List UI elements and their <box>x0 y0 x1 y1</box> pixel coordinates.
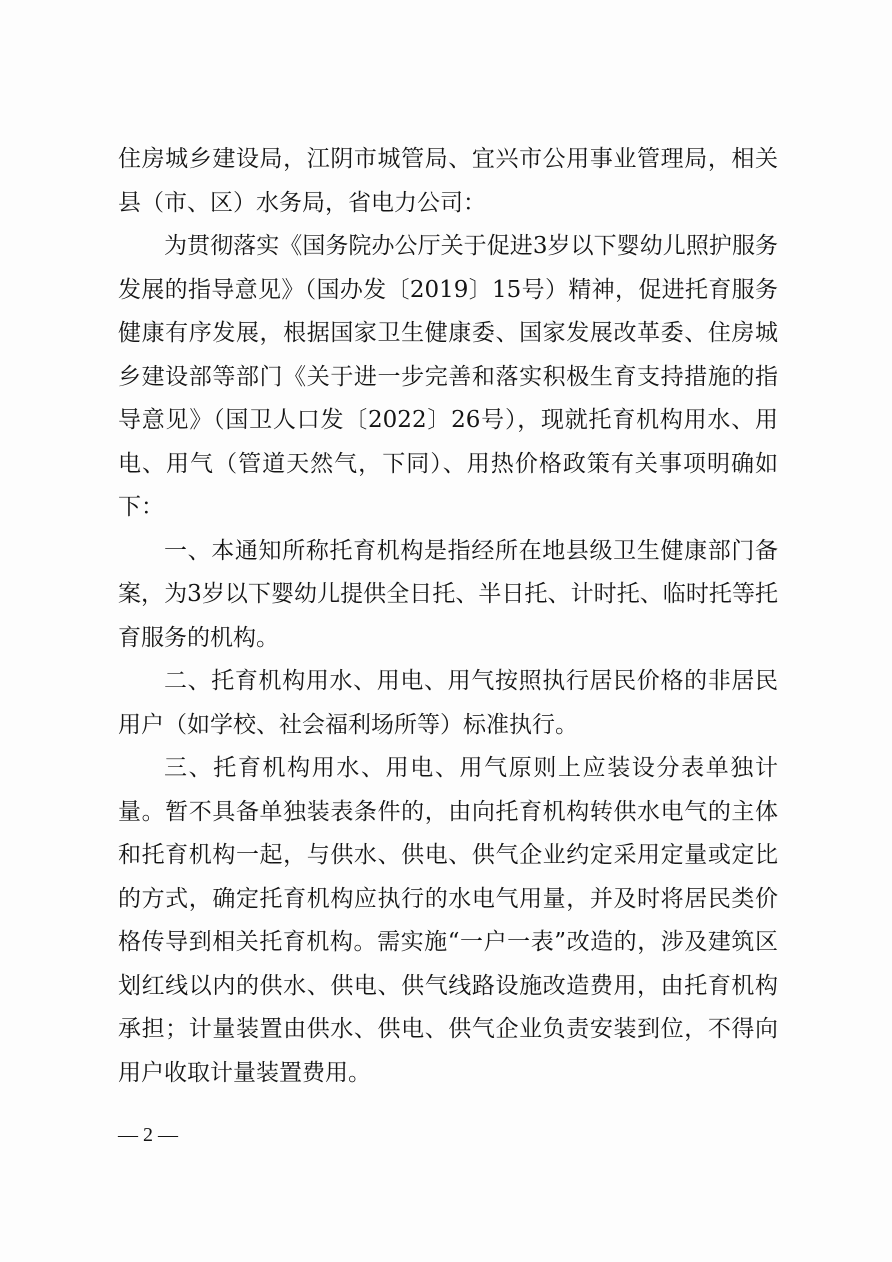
clause-two-paragraph: 二、托育机构用水、用电、用气按照执行居民价格的非居民用户（如学校、社会福利场所等）标准执行。 <box>118 668 778 738</box>
clause-one-paragraph: 一、本通知所称托育机构是指经所在地县级卫生健康部门备案，为3岁以下婴幼儿提供全日托、半日托、计时托、临时托等托育服务的机构。 <box>118 537 778 651</box>
clause-three-paragraph: 三、托育机构用水、用电、用气原则上应装设分表单独计量。暂不具备单独装表条件的，由向托育机构转供水电气的主体和托育机构一起，与供水、供电、供气企业约定采用定量或定比的方式，确定托育机构应执行的水电气用量，并及时将居民类价格传导到相关托育机构。需实施“一户一表”改造的，涉及建筑区划红线以内的供水、供电、供气线路设施改造费用，由托育机构承担；计量装置由供水、供电、供气企业负责安装到位，不得向用户收取计量装置费用。 <box>118 755 778 1086</box>
preamble-paragraph: 为贯彻落实《国务院办公厅关于促进3岁以下婴幼儿照护服务发展的指导意见》（国办发〔2019〕15号）精神，促进托育服务健康有序发展，根据国家卫生健康委、国家发展改革委、住房城乡建设部等部门《关于进一步完善和落实积极生育支持措施的指导意见》（国卫人口发〔2022〕26号），现就托育机构用水、用电、用气（管道天然气，下同）、用热价格政策有关事项明确如下： <box>118 233 778 520</box>
document-body <box>118 138 778 1095</box>
page-number: — 2 — <box>118 1124 178 1146</box>
addressee-continuation: 住房城乡建设局，江阴市城管局、宜兴市公用事业管理局，相关县（市、区）水务局，省电力公司： <box>118 146 778 216</box>
